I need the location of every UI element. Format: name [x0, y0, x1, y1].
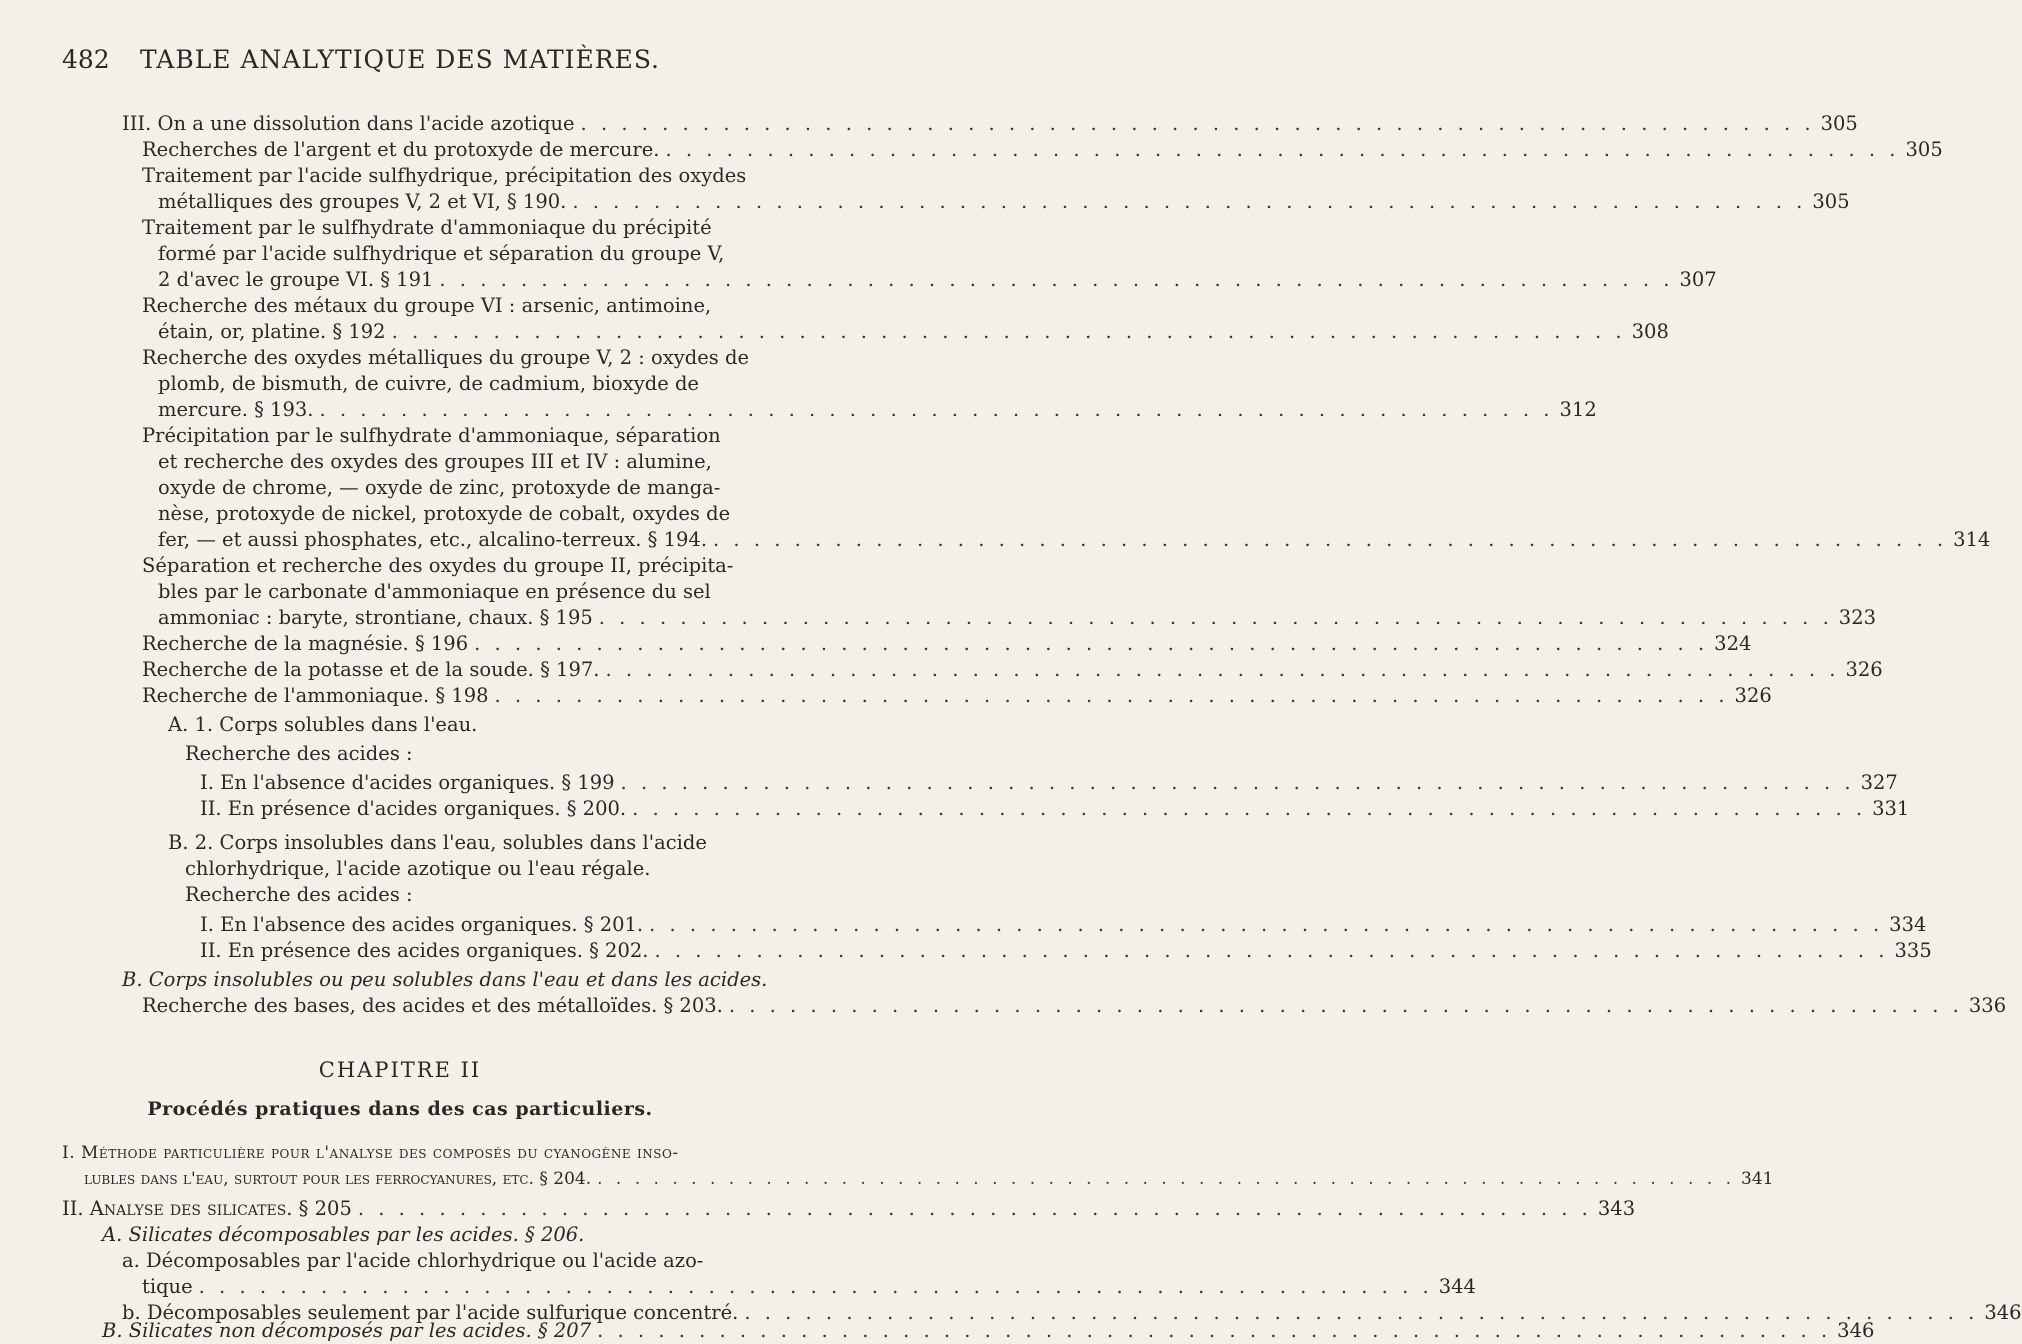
toc-line: et recherche des oxydes des groupes III et IV : alumine,	[158, 450, 712, 473]
toc-line: a. Décomposables par l'acide chlorhydrique ou l'acide azo-	[122, 1249, 704, 1272]
toc-line: chlorhydrique, l'acide azotique ou l'eau régale.	[185, 857, 651, 880]
toc-line: Recherche des acides :	[185, 742, 413, 765]
toc-entry: lubles dans l'eau, surtout pour les ferrocyanures, etc. § 204. . . . 341	[84, 1166, 738, 1192]
toc-line: Précipitation par le sulfhydrate d'ammoniaque, séparation	[142, 424, 721, 447]
toc-line: Recherche des oxydes métalliques du groupe V, 2 : oxydes de	[142, 346, 749, 369]
toc-entry: tique . . . 344	[142, 1274, 738, 1300]
toc-entry: 2 d'avec le groupe VI. § 191 . . . 307	[158, 267, 738, 293]
toc-entry: Recherche de la potasse et de la soude. § 197. . . . 326	[142, 657, 738, 683]
toc-section-heading: A. 1. Corps solubles dans l'eau.	[168, 713, 478, 736]
toc-entry: II. En présence d'acides organiques. § 200. . . . 331	[200, 796, 738, 822]
toc-line: I. Méthode particulière pour l'analyse des composés du cyanogène inso-	[62, 1143, 679, 1163]
toc-entry: II. Analyse des silicates. § 205 . . . 343	[62, 1196, 738, 1222]
toc-section-heading: B. Corps insolubles ou peu solubles dans l'eau et dans les acides.	[122, 968, 768, 991]
page-header	[0, 45, 800, 85]
toc-line: Traitement par l'acide sulfhydrique, précipitation des oxydes	[142, 164, 747, 187]
toc-entry: ammoniac : baryte, strontiane, chaux. § 195 . . . 323	[158, 605, 738, 631]
toc-line: bles par le carbonate d'ammoniaque en présence du sel	[158, 580, 711, 603]
toc-line: plomb, de bismuth, de cuivre, de cadmium, bioxyde de	[158, 372, 699, 395]
toc-line: Recherche des acides :	[185, 883, 413, 906]
toc-line: Traitement par le sulfhydrate d'ammoniaque du précipité	[142, 216, 712, 239]
toc-entry: II. En présence des acides organiques. § 202. . . . 335	[200, 938, 738, 964]
toc-entry: Recherche de l'ammoniaque. § 198 . . . 326	[142, 683, 738, 709]
running-title: TABLE ANALYTIQUE DES MATIÈRES.	[139, 45, 661, 74]
toc-entry: Recherches de l'argent et du protoxyde de mercure. . . . 305	[142, 137, 738, 163]
toc-entry: I. En l'absence d'acides organiques. § 199 . . . 327	[200, 770, 738, 796]
toc-entry: b. Décomposables seulement par l'acide sulfurique concentré. . . . 346	[122, 1300, 738, 1326]
chapter-subtitle: Procédés pratiques dans des cas particuliers.	[147, 1098, 653, 1120]
toc-line: Séparation et recherche des oxydes du groupe II, précipita-	[142, 554, 734, 577]
toc-line: Recherche des métaux du groupe VI : arsenic, antimoine,	[142, 294, 712, 317]
toc-entry: fer, — et aussi phosphates, etc., alcalino-terreux. § 194. . . . 314	[158, 527, 738, 553]
toc-entry: Recherche des bases, des acides et des métalloïdes. § 203. . . . 336	[142, 993, 738, 1019]
toc-entry: Recherche de la magnésie. § 196 . . . 324	[142, 631, 738, 657]
toc-entry: I. En l'absence des acides organiques. § 201. . . . 334	[200, 912, 738, 938]
toc-entry: B. Silicates non décomposés par les acides. § 207 . . . 346	[102, 1318, 738, 1344]
toc-entry: métalliques des groupes V, 2 et VI, § 190. . . . 305	[158, 189, 738, 215]
toc-line: oxyde de chrome, — oxyde de zinc, protoxyde de manga-	[158, 476, 721, 499]
toc-section-heading: B. 2. Corps insolubles dans l'eau, solubles dans l'acide	[168, 831, 707, 854]
toc-entry: étain, or, platine. § 192 . . . 308	[158, 319, 738, 345]
toc-line: nèse, protoxyde de nickel, protoxyde de cobalt, oxydes de	[158, 502, 731, 525]
toc-line: A. Silicates décomposables par les acides. § 206.	[102, 1223, 585, 1246]
toc-line: formé par l'acide sulfhydrique et séparation du groupe V,	[158, 242, 725, 265]
page-number: 482	[62, 45, 110, 74]
toc-entry: III. On a une dissolution dans l'acide azotique . . . 305	[122, 111, 738, 137]
chapter-title: CHAPITRE II	[318, 1058, 482, 1082]
toc-entry: mercure. § 193. . . . 312	[158, 397, 738, 423]
